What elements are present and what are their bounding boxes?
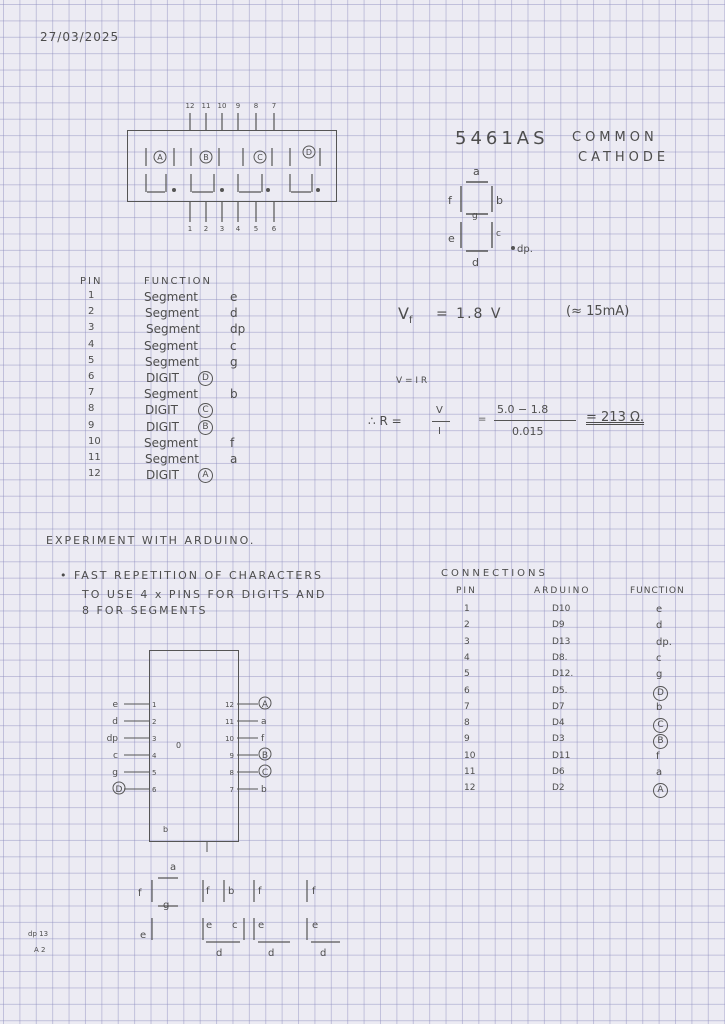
pin-function-segment: e [230,290,238,304]
legend-b: b [496,194,503,207]
connection-function: a [656,767,663,778]
chip-right-label: B [261,751,269,761]
chip-right-label: a [261,717,267,727]
chip-left-pin-number: 5 [152,769,157,777]
pin-function-segment: a [230,452,238,466]
pin-function-segment: g [230,354,238,369]
vf-label [398,304,412,326]
sketch-b: b [228,886,235,897]
sketch-f1: f [138,888,142,899]
connection-pin: 4 [464,652,470,663]
connection-arduino: D3 [552,734,565,745]
bottom-pin-number: 1 [187,225,193,233]
frac-equals: = [478,414,487,425]
connection-pin: 11 [464,767,476,777]
display-body [127,130,337,202]
sketch-d3: d [320,948,327,959]
chip-left-pin-number: 6 [152,786,157,794]
pin-function-label: DIGIT [145,403,178,418]
frac1-bar [432,421,450,422]
pin-number: 4 [88,338,95,350]
vf-symbol: V [398,304,409,323]
pin-function-digit: D [198,371,213,386]
margin-note-line1: dp 13 [28,930,49,938]
connection-arduino: D11 [552,750,571,761]
chip-right-label: A [261,700,269,710]
sketch-d1: d [216,948,223,959]
pin-number: 2 [88,306,95,318]
result: = 213 Ω. [586,410,645,425]
chip-left-label: dp [106,734,118,744]
pin-function-label: Segment [144,435,198,450]
pin-function-segment: c [230,338,237,353]
pin-function-label: Segment [145,354,199,369]
connection-function: d [656,620,663,632]
bottom-pin-number: 4 [235,225,241,233]
connection-arduino: D10 [552,604,571,614]
connection-pin: 6 [464,685,470,696]
connection-arduino: D6 [552,767,565,777]
chip-right-label: C [261,768,269,778]
date-heading: 27/03/2025 [40,30,120,44]
connection-function: B [653,734,668,749]
digit-label: D [305,148,313,157]
chip-right-digit-circle [259,765,271,777]
connection-function: c [656,652,662,664]
pin-function-digit: B [198,420,213,435]
legend-dp: dp. [517,244,533,255]
digit-label: C [257,153,263,162]
legend-f: f [448,194,452,207]
pin-number: 6 [88,371,95,382]
top-pin-number: 10 [217,102,227,110]
sketch-d2: d [268,948,275,959]
frac1-den: I [438,426,441,437]
top-pin-number: 8 [253,102,259,110]
chip-right-pin-number: 9 [229,752,234,760]
chip-left-label: c [113,751,118,761]
part-type-line2: CATHODE [578,150,670,165]
pin-number: 8 [88,403,95,415]
pin-function-segment: d [230,306,238,321]
pin-function-label: DIGIT [146,468,179,483]
pin-function-label: DIGIT [146,371,179,385]
chip-bottom-mark: b [163,825,169,834]
pin-function-segment: b [230,387,238,402]
pin-number: 1 [88,290,95,301]
r-prefix: ∴ R = [368,414,402,428]
connection-function: g [656,669,663,681]
connection-function: f [656,750,660,762]
pin-table-header-function: FUNCTION [144,276,212,287]
part-model: 5461AS [455,128,549,149]
pin-number: 12 [88,468,101,480]
top-pin-number: 12 [185,102,195,110]
chip-left-label: d [112,717,118,727]
connection-pin: 12 [464,783,476,794]
connection-arduino: D8. [552,652,568,663]
chip-left-label: g [112,768,118,778]
chip-left-pin-number: 3 [152,735,157,743]
frac2-den: 0.015 [512,425,544,438]
top-pin-number: 7 [271,102,277,110]
pin-number: 7 [88,387,95,399]
chip-left-pin-number: 2 [152,718,157,726]
chip-right-label: f [261,734,265,744]
pin-function-digit: C [198,403,213,418]
legend-e: e [448,232,455,245]
pin-function-segment: f [230,435,235,450]
frac2-num: 5.0 − 1.8 [497,403,549,416]
bottom-pin-number: 2 [203,225,209,233]
chip-left-pin-number: 4 [152,752,157,760]
connection-arduino: D2 [552,783,565,794]
chip-dot-mark: 0 [176,741,182,750]
connection-arduino: D13 [552,636,571,647]
pin-function-label: Segment [144,338,198,353]
connection-pin: 10 [464,750,476,761]
connection-function: b [656,701,663,713]
chip-body [149,650,239,842]
sketch-c: c [232,920,238,931]
pin-number: 5 [88,354,95,366]
connection-pin: 8 [464,718,470,729]
connection-arduino: D5. [552,685,568,696]
legend-c: c [496,229,501,239]
legend-d: d [472,256,479,269]
connections-header-function: FUNCTION [630,586,685,596]
chip-left-pin-number: 1 [152,701,157,709]
chip-right-pin-number: 12 [225,701,234,709]
connection-pin: 2 [464,620,470,631]
sketch-e2: e [206,920,213,931]
legend-a: a [473,165,480,178]
chip-left-label: D [115,785,123,795]
frac2-bar [494,420,576,421]
connection-arduino: D7 [552,701,565,712]
chip-left-digit-circle [113,782,125,794]
connection-pin: 1 [464,604,470,614]
pin-function-label: Segment [144,387,198,402]
sketch-f2: f [206,886,210,897]
sketch-a: a [170,862,177,873]
connections-header-arduino: ARDUINO [534,586,591,596]
connection-function: e [656,604,663,615]
connection-function: D [653,686,668,701]
pin-function-label: Segment [145,306,199,321]
connection-pin: 9 [464,734,470,745]
bottom-pin-number: 3 [219,225,225,233]
connection-function: C [653,718,668,733]
sketch-e4: e [312,920,319,931]
connection-arduino: D12. [552,669,574,680]
vf-value: = 1.8 V [436,306,503,322]
pin-number: 9 [88,419,95,431]
bottom-pin-number: 6 [271,225,277,233]
top-pin-number: 11 [201,102,211,110]
connection-arduino: D9 [552,620,565,631]
pin-function-label: Segment [146,322,200,337]
frac1-num: V [436,405,443,416]
chip-right-pin-number: 11 [225,718,234,726]
chip-right-label: b [261,785,267,795]
pin-number: 11 [88,452,101,463]
ohms-law: V = I R [396,376,428,386]
chip-right-digit-circle [259,748,271,760]
pin-number: 10 [88,435,101,447]
bottom-pin-number: 5 [253,225,259,233]
connection-arduino: D4 [552,718,565,729]
connections-title: CONNECTIONS [441,568,548,579]
sketch-f3: f [258,886,262,897]
chip-right-pin-number: 7 [229,786,234,794]
connection-pin: 5 [464,669,470,680]
vf-subscript: f [408,315,413,327]
experiment-title: EXPERIMENT WITH ARDUINO. [46,534,256,547]
chip-right-pin-number: 10 [225,735,234,743]
part-type-line1: COMMON [572,130,658,145]
pin-function-segment: dp [230,322,246,337]
sketch-e3: e [258,920,265,931]
digit-label: B [203,153,209,162]
chip-left-label: e [112,700,118,710]
connection-pin: 3 [464,636,470,647]
connections-header-pin: PIN [456,586,477,596]
chip-right-pin-number: 8 [229,769,234,777]
connection-function: A [653,783,668,798]
connection-pin: 7 [464,701,470,712]
sketch-f4: f [312,886,316,897]
chip-right-digit-circle [259,697,271,709]
experiment-bullet-line3: 8 FOR SEGMENTS [82,604,208,617]
connection-function: dp. [656,636,672,648]
sketch-g: g [163,900,170,911]
pin-function-label: DIGIT [146,419,179,434]
legend-g: g [472,211,478,221]
pin-function-label: Segment [145,452,199,466]
led-current: (≈ 15mA) [566,304,630,319]
pin-table-header-pin: PIN [80,276,103,287]
pin-function-digit: A [198,468,213,483]
pin-number: 3 [88,322,95,334]
digit-label: A [157,153,163,162]
experiment-bullet-line1: • FAST REPETITION OF CHARACTERS [60,569,323,582]
pin-function-label: Segment [144,290,198,304]
top-pin-number: 9 [235,102,241,110]
sketch-e1: e [140,930,147,941]
experiment-bullet-line2: TO USE 4 x PINS FOR DIGITS AND [82,588,327,601]
margin-note-line2: A 2 [34,946,46,954]
